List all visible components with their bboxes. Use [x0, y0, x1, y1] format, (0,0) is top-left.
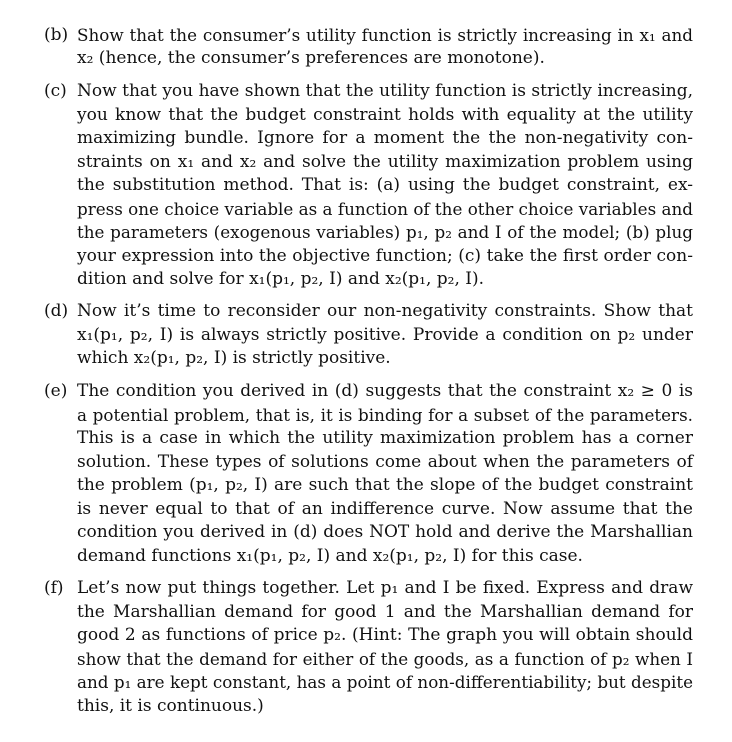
text-line: the problem (p₁, p₂, I) are such that the slope of the budget constraint: [77, 475, 693, 495]
text-line: your expression into the objective function; (c) take the first order con-: [77, 245, 693, 266]
text-line: x₂ (hence, the consumer’s preferences are monotone).: [77, 48, 545, 68]
item-label: (d): [44, 301, 69, 321]
text-line: demand functions x₁(p₁, p₂, I) and x₂(p₁, p₂, I) for this case.: [77, 545, 583, 566]
text-line: x₁(p₁, p₂, I) is always strictly positive. Provide a condition on p₂ under: [77, 324, 693, 345]
item-label: (c): [44, 81, 67, 101]
text-line: the substitution method. That is: (a) using the budget constraint, ex-: [77, 175, 693, 195]
text-line: this, it is continuous.): [77, 695, 264, 716]
text-line: Now it’s time to reconsider our non-negativity constraints. Show that: [77, 301, 693, 321]
item-label: (f): [44, 578, 64, 598]
text-line: This is a case in which the utility maximization problem has a corner: [77, 428, 693, 448]
text-line: straints on x₁ and x₂ and solve the utility maximization problem using: [77, 151, 693, 172]
text-line: solution. These types of solutions come about when the parameters of: [77, 451, 693, 472]
text-line: press one choice variable as a function of the other choice variables and: [77, 198, 693, 219]
text-line: is never equal to that of an indifference curve. Now assume that the: [77, 498, 693, 519]
text-line: Now that you have shown that the utility function is strictly increasing,: [77, 81, 693, 101]
text-line: good 2 as functions of price p₂. (Hint: The graph you will obtain should: [77, 625, 693, 645]
text-line: dition and solve for x₁(p₁, p₂, I) and x₂(p₁, p₂, I).: [77, 269, 485, 289]
text-line: show that the demand for either of the goods, as a function of p₂ when I: [77, 648, 693, 669]
text-line: the Marshallian demand for good 1 and the Marshallian demand for: [77, 601, 693, 622]
text-line: you know that the budget constraint holds with equality at the utility: [77, 104, 693, 125]
text-line: condition you derived in (d) does NOT hold and derive the Marshallian: [77, 522, 693, 542]
text-line: which x₂(p₁, p₂, I) is strictly positive.: [77, 348, 391, 368]
text-line: Let’s now put things together. Let p₁ and I be fixed. Express and draw: [77, 578, 693, 598]
item-label: (e): [44, 381, 68, 401]
text-line: The condition you derived in (d) suggests that the constraint x₂ ≥ 0 is: [77, 381, 693, 401]
text-line: Show that the consumer’s utility function is strictly increasing in x₁ and: [77, 25, 693, 45]
item-label: (b): [44, 25, 69, 45]
text-line: and p₁ are kept constant, has a point of non-differentiability; but despite: [77, 672, 693, 692]
text-line: maximizing bundle. Ignore for a moment the the non-negativity con-: [77, 128, 693, 148]
text-line: the parameters (exogenous variables) p₁, p₂ and I of the model; (b) plug: [77, 222, 693, 242]
text-line: a potential problem, that is, it is binding for a subset of the parameters.: [77, 404, 693, 425]
